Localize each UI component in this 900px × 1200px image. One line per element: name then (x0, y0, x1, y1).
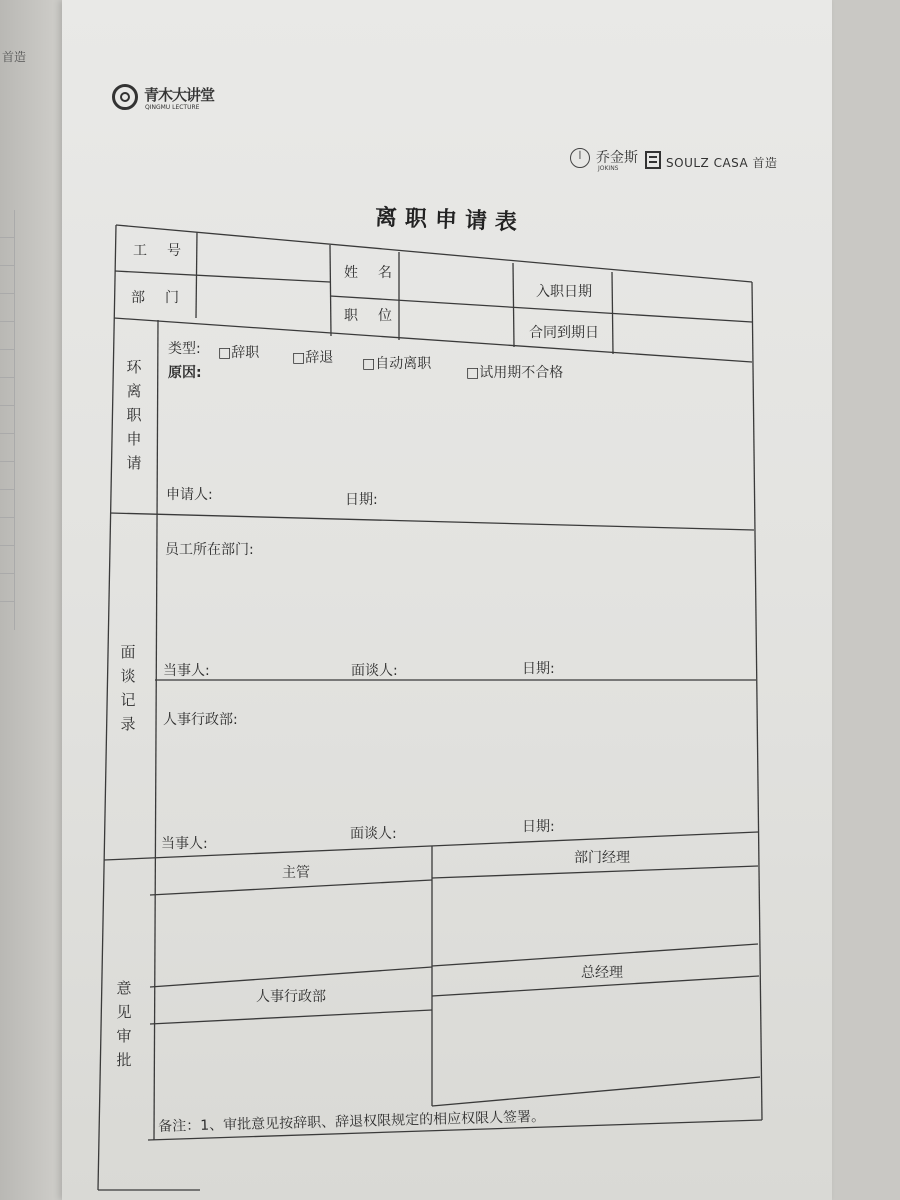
interviewer-label-2: 面谈人: (350, 826, 397, 842)
grid-line (330, 245, 331, 336)
employee-no-label: 工 号 (133, 243, 184, 259)
grid-line (513, 263, 514, 347)
position-label: 职 位 (344, 308, 395, 324)
general-manager-label: 总经理 (581, 965, 623, 981)
hr-dept-label: 人事行政部: (163, 712, 238, 728)
hr-admin-label: 人事行政部 (256, 989, 326, 1005)
type-label: 类型: (168, 341, 201, 357)
option-absconding[interactable]: □自动离职 (362, 356, 432, 372)
grid-line (115, 271, 330, 282)
option-resign[interactable]: □辞职 (218, 345, 260, 361)
grid-line (114, 318, 752, 362)
employee-dept-label: 员工所在部门: (165, 542, 254, 558)
left-page-brand: 首造 (2, 50, 27, 64)
option-dismiss[interactable]: □辞退 (292, 350, 334, 366)
entry-date-label: 入职日期 (536, 284, 592, 300)
interview-section-label: 面谈记录 (120, 643, 136, 733)
approval-section-label: 意见审批 (116, 979, 132, 1069)
name-label: 姓 名 (344, 265, 395, 281)
application-date-label: 日期: (345, 492, 378, 508)
grid-line (116, 225, 752, 282)
grid-line (150, 967, 432, 987)
grid-line (150, 880, 432, 895)
grid-line (432, 1077, 760, 1106)
party-label-1: 当事人: (163, 663, 210, 679)
department-label: 部 门 (131, 290, 182, 306)
reason-label: 原因: (168, 365, 202, 381)
form-title: 离职申请表 (374, 205, 526, 236)
soulz-logo-name: SOULZ CASA 首造 (666, 156, 778, 170)
applicant-label: 申请人: (166, 487, 213, 503)
grid-line (612, 272, 613, 354)
contract-expiry-label: 合同到期日 (529, 325, 599, 341)
jokins-logo-sub: JOKINS (598, 165, 619, 172)
grid-line (150, 1010, 432, 1024)
jokins-logo-icon: ꟾ (570, 148, 590, 168)
qingmu-logo-sub: QINGMU LECTURE (145, 104, 200, 111)
grid-line (752, 282, 762, 1120)
party-label-2: 当事人: (161, 836, 208, 852)
interview-date-label-1: 日期: (522, 661, 555, 677)
grid-line (196, 232, 197, 318)
qingmu-logo-name: 青木大讲堂 (144, 86, 215, 104)
footer-note: 备注：1、审批意见按辞职、辞退权限规定的相应权限人签署。 (158, 1108, 546, 1135)
option-probation-fail[interactable]: □试用期不合格 (466, 365, 564, 381)
interviewer-label-1: 面谈人: (351, 663, 398, 679)
supervisor-label: 主管 (282, 865, 310, 881)
grid-line (110, 513, 754, 530)
jokins-logo-name: 乔金斯 (596, 150, 638, 166)
application-section-label: 环离职申请 (126, 358, 142, 472)
dept-manager-label: 部门经理 (574, 850, 630, 866)
grid-line (432, 866, 758, 878)
grid-line (154, 320, 158, 1140)
interview-date-label-2: 日期: (522, 819, 555, 835)
grid-line (98, 225, 116, 1190)
